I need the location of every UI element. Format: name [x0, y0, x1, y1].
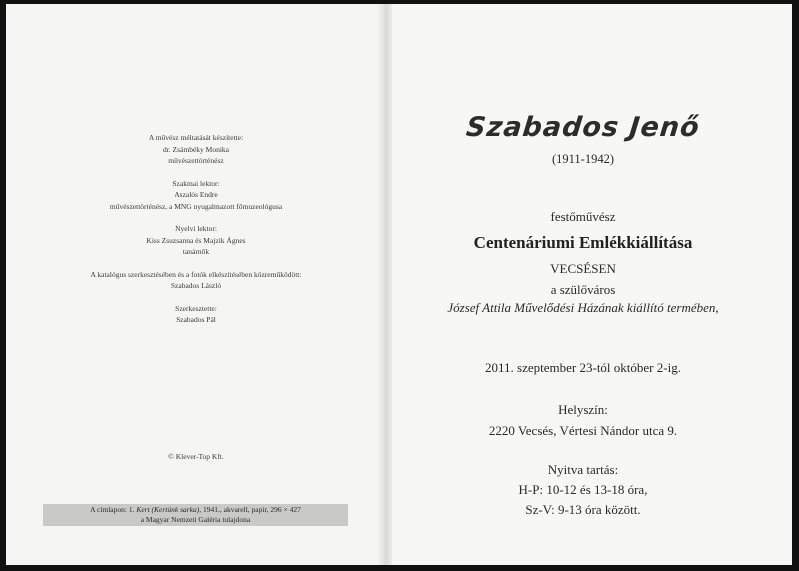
credit-line: Aszalós Endre [174, 190, 218, 199]
cover-caption [43, 504, 348, 526]
credit-editor [36, 303, 356, 326]
venue-address: 2220 Vecsés, Vértesi Nándor utca 9. [488, 423, 678, 438]
credit-language-reviewer [36, 223, 356, 258]
cover-caption-title: Kert (Kertünk sarka) [136, 505, 200, 514]
credit-line: művészettörténész [168, 156, 224, 165]
exhibition-dates: 2011. szeptember 23-tól október 2-ig. [485, 360, 681, 375]
credit-author [36, 132, 356, 167]
credit-reviewer [36, 178, 356, 213]
credit-line: Szabados László [170, 281, 222, 290]
cover-caption-line-1 [43, 505, 348, 515]
cover-caption-details: , 1941., akvarell, papír, 296 × 427 [199, 505, 301, 514]
exhibition-hometown: a szülőváros [550, 282, 616, 297]
cover-caption-line-2: a Magyar Nemzeti Galéria tulajdona [140, 515, 251, 524]
credit-line: Kiss Zsuzsanna és Majzik Ágnes [146, 235, 246, 245]
credit-line: A művész méltatását készítette: [148, 133, 244, 142]
opening-hours-weekend: Sz-V: 9-13 óra között. [525, 502, 641, 517]
credit-line: dr. Zsámbéky Monika [162, 144, 230, 154]
credits-section [36, 132, 356, 337]
credit-line: Szakmai lektor: [172, 178, 220, 188]
opening-hours-label: Nyitva tartás: [547, 462, 619, 477]
artist-name: Szabados Jenő [464, 112, 702, 143]
credit-line: művészettörténész, a MNG nyugalmazott főmuzeológusa [109, 201, 283, 211]
credit-line: Szabados Pál [176, 315, 216, 324]
copyright-notice: © Klever-Top Kft. [168, 452, 224, 461]
artist-years: (1911-1942) [551, 152, 615, 166]
exhibition-venue-description: József Attila Művelődési Házának kiállító termében, [447, 300, 719, 315]
credit-line: tanárnők [182, 247, 210, 256]
credit-contributor [36, 269, 356, 292]
opening-hours-weekdays: H-P: 10-12 és 13-18 óra, [518, 482, 648, 497]
venue-label: Helyszín: [558, 402, 608, 417]
exhibition-town: VECSÉSEN [550, 261, 616, 276]
cover-caption-prefix: A címlapon: 1. [90, 505, 135, 514]
artist-profession: festőművész [550, 209, 616, 224]
credit-line: Nyelvi lektor: [175, 224, 217, 233]
exhibition-title: Centenáriumi Emlékkiállítása [473, 233, 693, 252]
credit-line: Szerkesztette: [175, 303, 217, 313]
credit-line: A katalógus szerkesztésében és a fotók elkészítésében közreműködött: [90, 269, 302, 279]
